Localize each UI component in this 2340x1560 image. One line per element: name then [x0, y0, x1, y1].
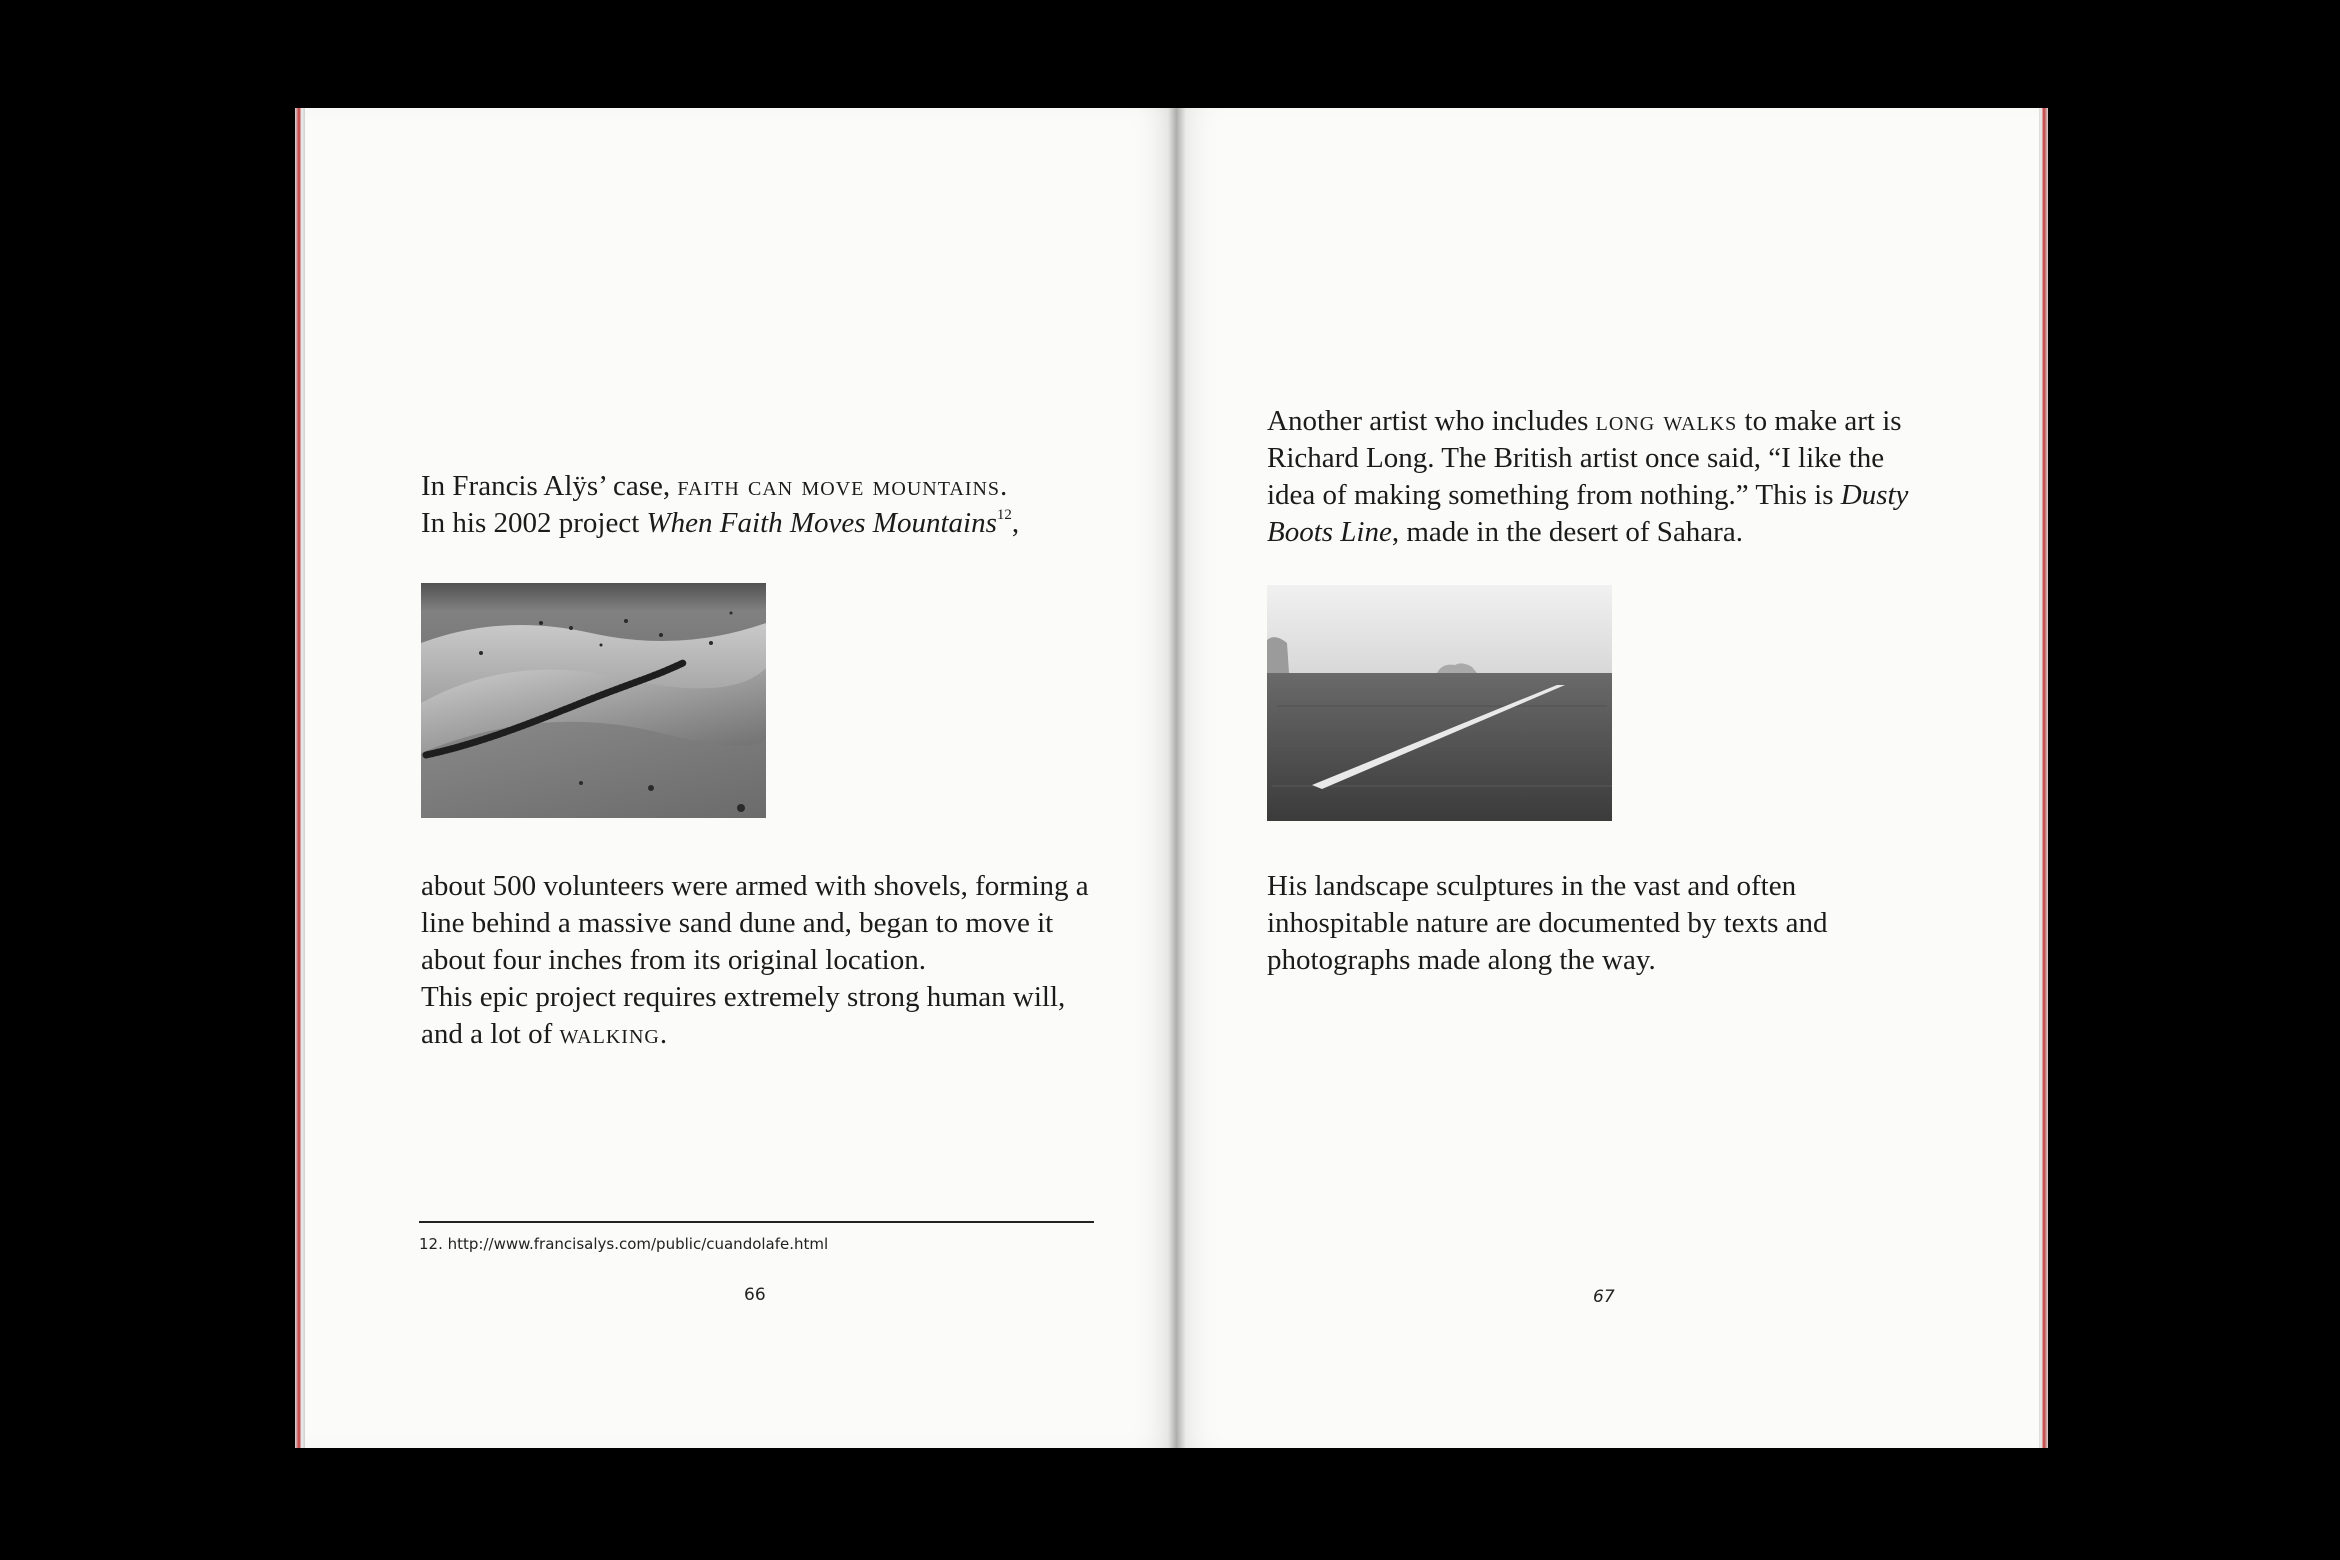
sahara-text: , made in the desert of Sahara. — [1391, 516, 1743, 548]
left-page-number: 66 — [744, 1285, 766, 1305]
footnote-url: 12. http://www.francisalys.com/public/cuandolafe.html — [419, 1235, 829, 1253]
left-intro-paragraph — [421, 468, 1141, 542]
volunteers-text: about 500 volunteers were armed with shovels, forming a line behind a massive sand dune and, began to move it about four inches from its original location. — [421, 870, 1089, 976]
walking-pre: and a lot of — [421, 1018, 560, 1050]
footnote-divider — [419, 1221, 1094, 1223]
footnote-reference: 12 — [996, 507, 1012, 523]
book-gutter — [1168, 108, 1186, 1448]
intro-line-1 — [421, 470, 1007, 502]
sand-dune-volunteers-photo — [421, 583, 766, 818]
left-body-paragraph — [421, 868, 1101, 1053]
walking-line — [421, 1018, 667, 1050]
artwork-title-dusty-boots: Dusty Boots Line — [1267, 479, 1909, 548]
intro-comma: , — [1011, 507, 1020, 539]
right-body-paragraph: His landscape sculptures in the vast and often inhospitable nature are documented by texts and photographs made along the way. — [1267, 870, 1828, 976]
epic-project-text: This epic project requires extremely strong human will, — [421, 981, 1066, 1013]
dusty-boots-line-photo — [1267, 585, 1612, 821]
emphasis-walking: walking — [559, 1018, 660, 1050]
intro-line-2 — [421, 507, 1019, 539]
right-intro-text: Another artist who includes — [1267, 405, 1596, 437]
artwork-title: When Faith Moves Mountains — [646, 507, 997, 539]
intro-period: . — [1000, 470, 1008, 502]
richard-long-quote: to make art is Richard Long. The British artist once said, “I like the idea of making something from nothing.” This is — [1267, 405, 1902, 511]
intro-text: In Francis Alÿs’ case, — [421, 470, 678, 502]
walking-period: . — [659, 1018, 668, 1050]
intro-text-2: In his 2002 project — [421, 507, 647, 539]
emphasis-long-walks: long walks — [1595, 405, 1738, 437]
right-page-number: 67 — [1593, 1287, 1615, 1307]
emphasis-faith: faith can move mountains — [677, 470, 1001, 502]
right-intro-paragraph — [1267, 403, 1937, 551]
